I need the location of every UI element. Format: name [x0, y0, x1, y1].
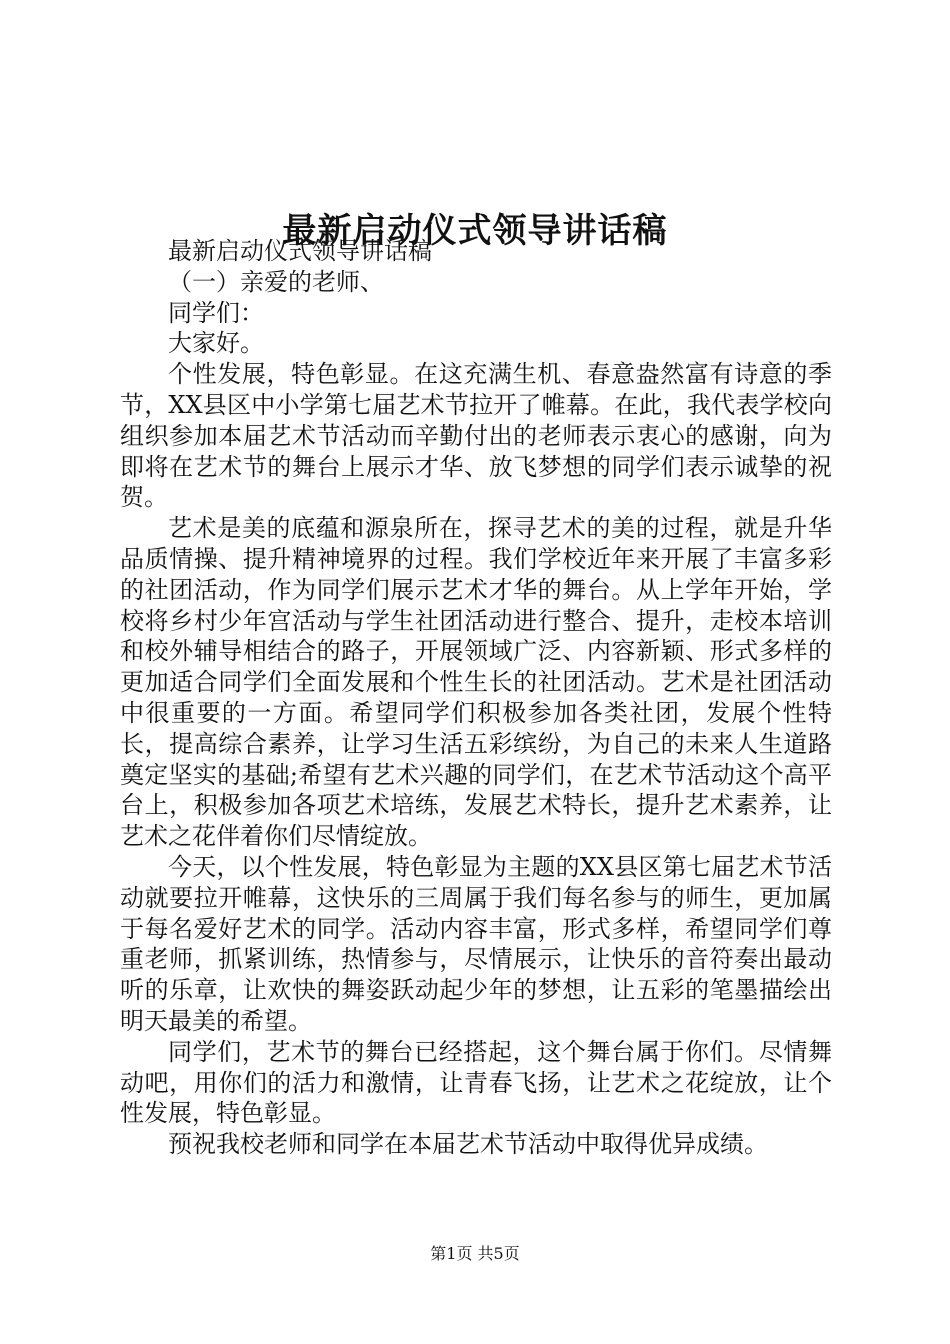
- paragraph-salutation: 同学们：: [168, 298, 264, 327]
- page-number-footer: 第1页 共5页: [430, 1244, 520, 1263]
- paragraph-greeting: 大家好。: [168, 329, 264, 358]
- paragraph-closing-wish: 预祝我校老师和同学在本届艺术节活动中取得优异成绩。: [168, 1130, 768, 1159]
- paragraph-art-activities: 艺术是美的底蕴和源泉所在，探寻艺术的美的过程，就是升华品质情操、提升精神境界的过程。我们学校近年来开展了丰富多彩的社团活动，作为同学们展示艺术才华的舞台。从上学年开始，学校将乡村少年宫活动与学生社团活动进行整合、提升，走校本培训和校外辅导相结合的路子，开展领域广泛、内容新颖、形式多样的更加适合同学们全面发展和个性生长的社团活动。艺术是社团活动中很重要的一方面。希望同学们积极参加各类社团，发展个性特长，提高综合素养，让学习生活五彩缤纷，为自己的未来人生道路奠定坚实的基础;希望有艺术兴趣的同学们，在艺术节活动这个高平台上，积极参加各项艺术培练，发展艺术特长，提升艺术素养，让艺术之花伴着你们尽情绽放。: [120, 514, 832, 851]
- document-body: [120, 236, 832, 1160]
- document-title: 最新启动仪式领导讲话稿: [282, 210, 668, 251]
- paragraph-section-heading: （一）亲爱的老师、: [168, 267, 384, 296]
- paragraph-opening: 个性发展，特色彰显。在这充满生机、春意盎然富有诗意的季节，XX县区中小学第七届艺术节拉开了帷幕。在此，我代表学校向组织参加本届艺术节活动而辛勤付出的老师表示衷心的感谢，向为即将在艺术节的舞台上展示才华、放飞梦想的同学们表示诚挚的祝贺。: [120, 360, 832, 512]
- paragraph-subtitle: 最新启动仪式领导讲话稿: [168, 237, 432, 265]
- paragraph-stage: 同学们，艺术节的舞台已经搭起，这个舞台属于你们。尽情舞动吧，用你们的活力和激情，让青春飞扬，让艺术之花绽放，让个性发展，特色彰显。: [120, 1037, 832, 1128]
- paragraph-festival-theme: 今天，以个性发展，特色彰显为主题的XX县区第七届艺术节活动就要拉开帷幕，这快乐的三周属于我们每名参与的师生，更加属于每名爱好艺术的同学。活动内容丰富，形式多样，希望同学们尊重老师，抓紧训练，热情参与，尽情展示，让快乐的音符奏出最动听的乐章，让欢快的舞姿跃动起少年的梦想，让五彩的笔墨描绘出明天最美的希望。: [120, 852, 832, 1035]
